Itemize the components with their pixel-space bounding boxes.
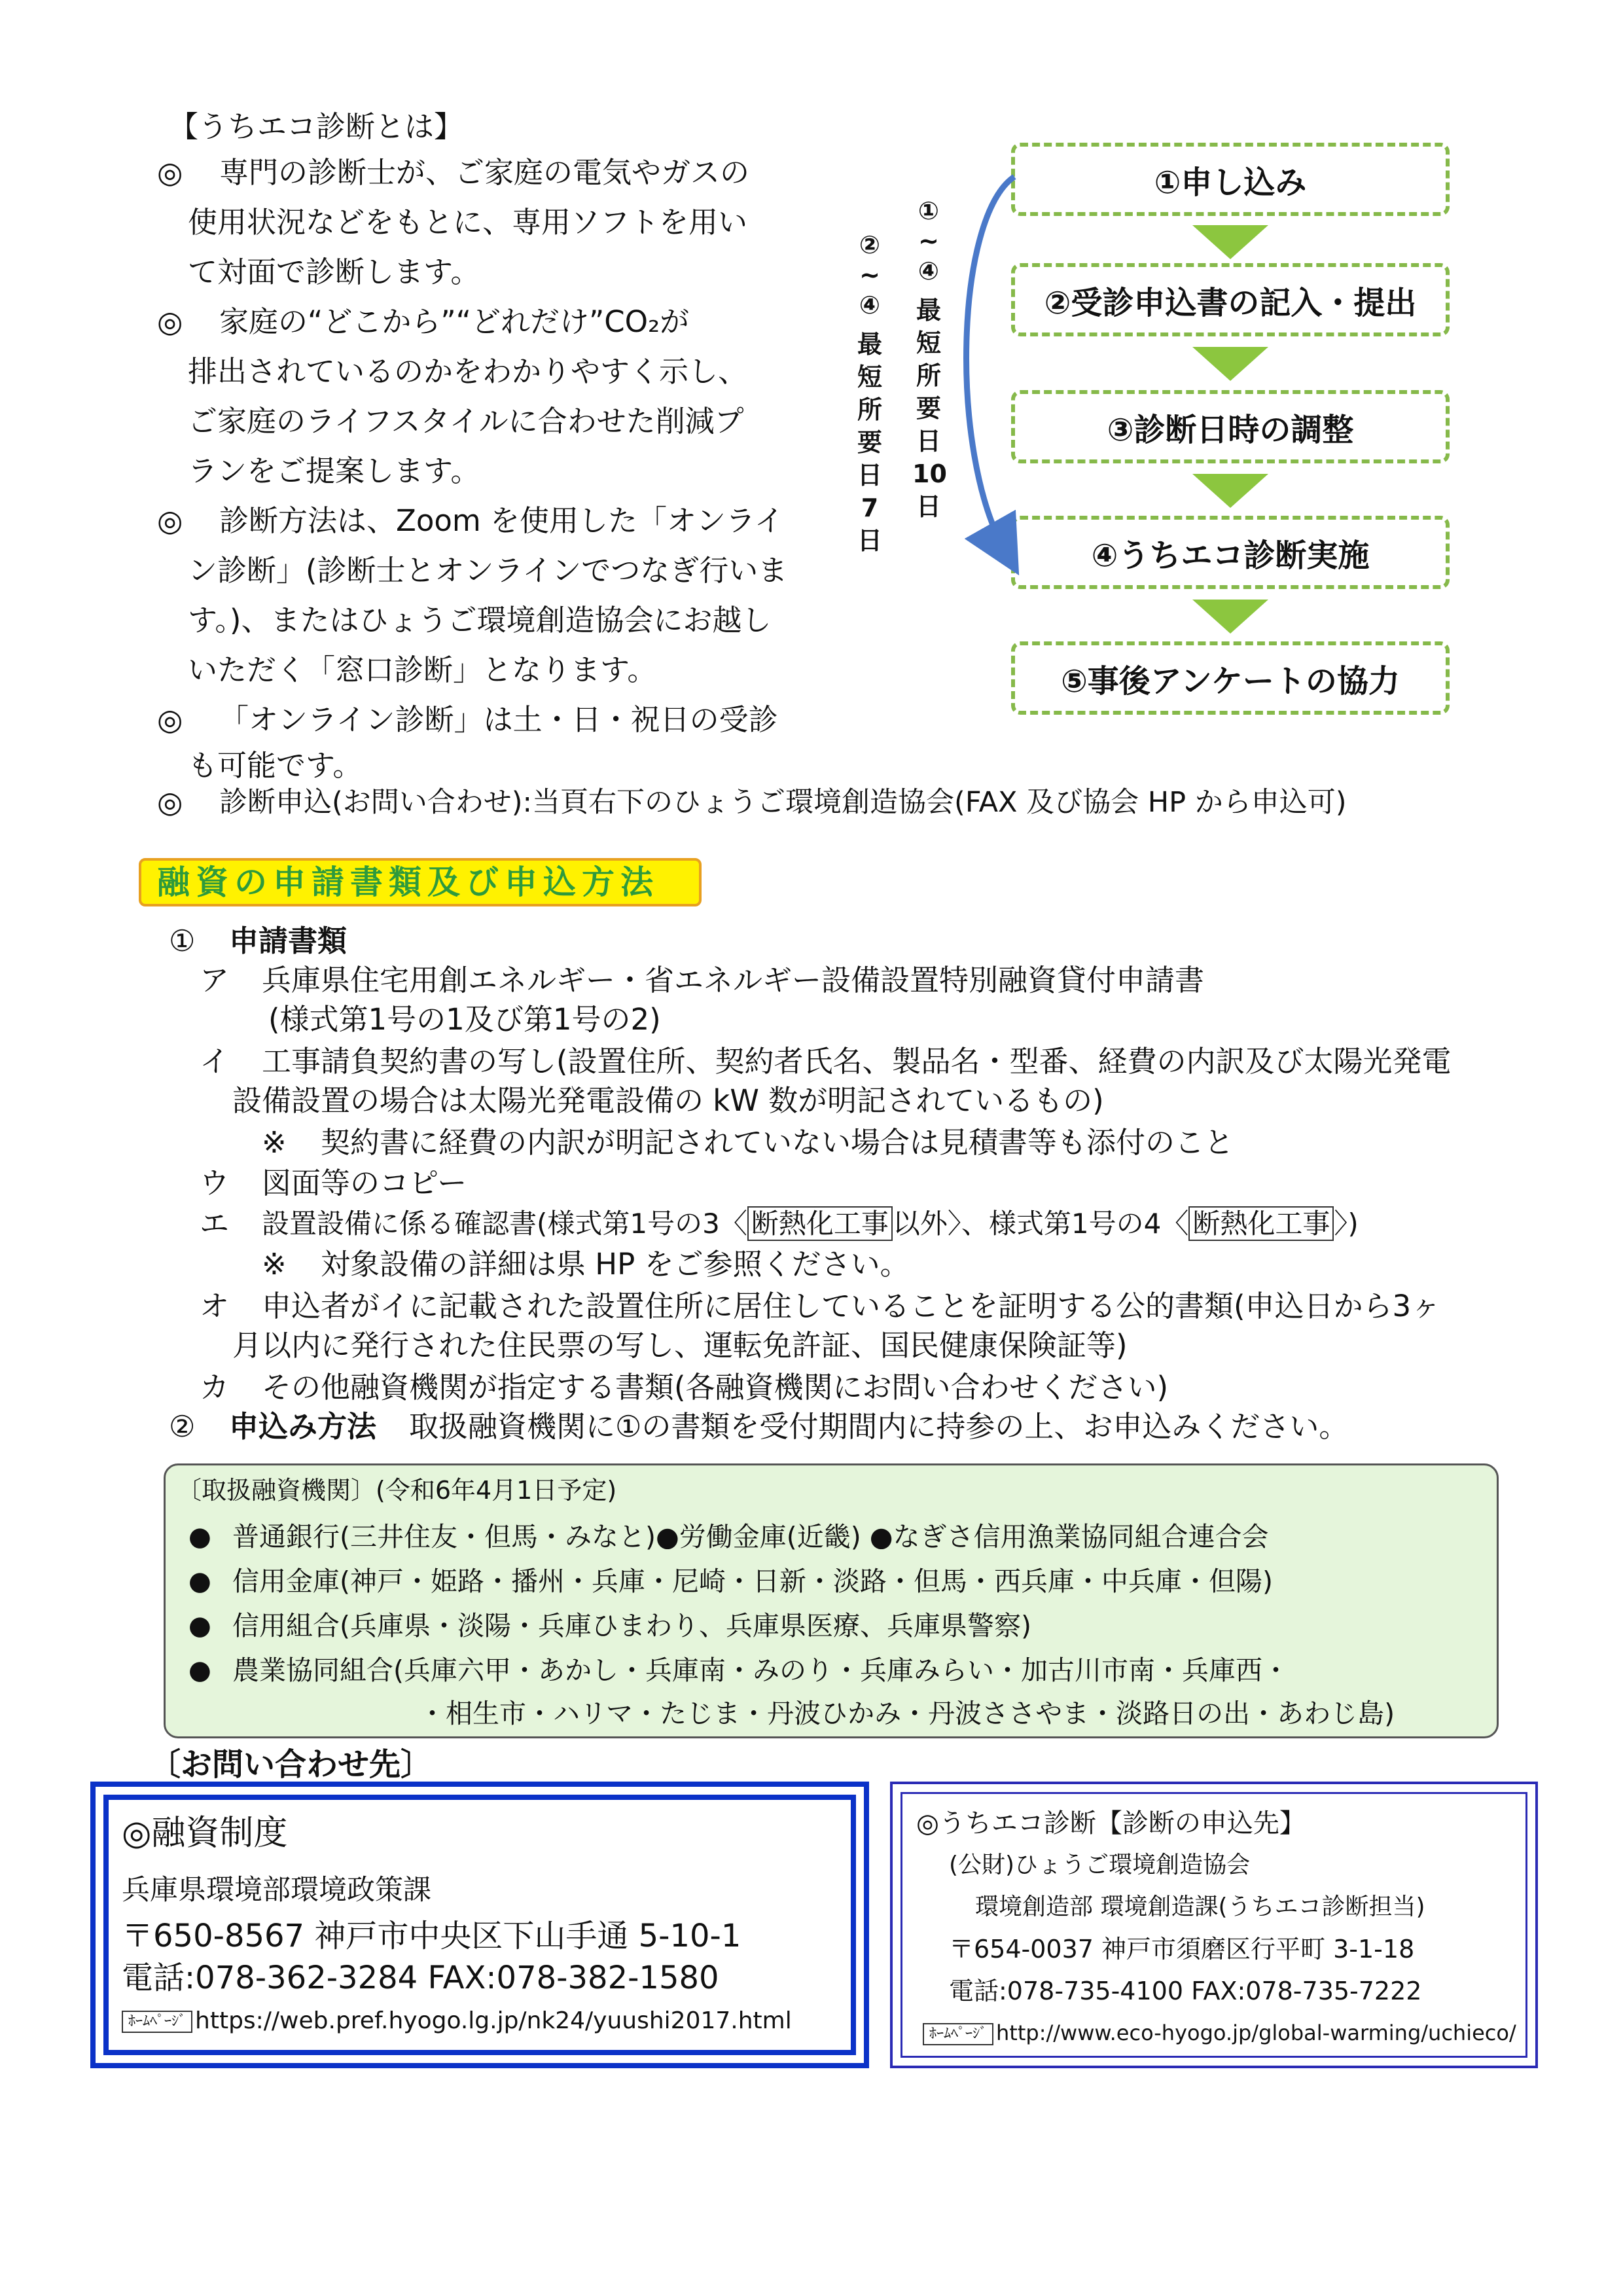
- doc-line: [262, 1204, 1359, 1244]
- intro-line: 「オンライン診断」は土・日・祝日の受診: [219, 702, 778, 737]
- doc-mark: オ: [200, 1289, 230, 1323]
- lender-row: 信用金庫(神戸・姫路・播州・兵庫・尼崎・日新・淡路・但馬・西兵庫・中兵庫・但陽): [232, 1566, 1273, 1597]
- flow-down-arrow: [1192, 600, 1268, 634]
- intro-line: いただく「窓口診断」となります。: [188, 653, 657, 687]
- doc-line: 設備設置の場合は太陽光発電設備の kW 数が明記されているもの): [232, 1083, 1104, 1118]
- doc-mark: ※: [262, 1125, 287, 1160]
- flow-down-arrow: [1192, 347, 1268, 381]
- doc-line: (様式第1号の1及び第1号の2): [268, 1002, 661, 1037]
- note-char: 日: [916, 492, 941, 521]
- uchieco-contact-url[interactable]: http://www.eco-hyogo.jp/global-warming/uchieco/: [996, 2020, 1516, 2045]
- note-char: ④: [918, 257, 940, 285]
- loan-contact-url[interactable]: https://web.pref.hyogo.lg.jp/nk24/yuushi2017.html: [195, 2007, 792, 2034]
- loan-contact-address: 〒650-8567 神戸市中央区下山手通 5-10-1: [122, 1918, 741, 1954]
- intro-mark: ◎: [157, 702, 183, 737]
- intro-line: 使用状況などをもとに、専用ソフトを用い: [188, 205, 748, 240]
- bullet-icon: ●: [188, 1566, 211, 1596]
- boxed-label: 断熱化工事: [747, 1206, 893, 1241]
- doc-mark: カ: [200, 1370, 230, 1405]
- item2-label: ②: [169, 1409, 196, 1444]
- doc-text: 以外〉、様式第1号の4〈: [892, 1208, 1189, 1240]
- doc-line: 月以内に発行された住民票の写し、運転免許証、国民健康保険証等): [232, 1328, 1128, 1363]
- intro-mark: ◎: [157, 785, 183, 819]
- intro-line: 家庭の“どこから”“どれだけ”CO₂が: [219, 304, 690, 339]
- note-char: 短: [916, 329, 941, 357]
- doc-line: 兵庫県住宅用創エネルギー・省エネルギー設備設置特別融資貸付申請書: [262, 963, 1205, 997]
- uchieco-contact-org: (公財)ひょうご環境創造協会: [949, 1852, 1251, 1878]
- item1-title: 申請書類: [229, 924, 348, 958]
- note-char: 最: [916, 296, 941, 325]
- doc-mark: エ: [200, 1206, 230, 1241]
- contact-heading: 〔お問い合わせ先〕: [149, 1746, 433, 1783]
- lender-row: 普通銀行(三井住友・但馬・みなと)●労働金庫(近畿) ●なぎさ信用漁業協同組合連合会: [232, 1521, 1269, 1552]
- intro-line: ン診断」(診断士とオンラインでつなぎ行いま: [188, 553, 788, 588]
- intro-mark: ◎: [157, 155, 183, 190]
- bullet-icon: ●: [188, 1611, 211, 1641]
- flow-down-arrow: [1192, 225, 1268, 259]
- doc-line: 対象設備の詳細は県 HP をご参照ください。: [321, 1247, 910, 1282]
- doc-mark: ※: [262, 1247, 287, 1282]
- note-char: 日: [857, 461, 882, 490]
- note-char: ~: [859, 260, 880, 289]
- doc-mark: イ: [200, 1044, 230, 1079]
- loan-contact-website[interactable]: [122, 2001, 792, 2041]
- note-char: 最: [857, 330, 882, 359]
- lender-row: 農業協同組合(兵庫六甲・あかし・兵庫南・みのり・兵庫みらい・加古川市南・兵庫西・: [232, 1655, 1289, 1686]
- flow-step-1: ①申し込み: [1011, 143, 1450, 216]
- note-char: 所: [857, 395, 882, 424]
- doc-mark: ア: [200, 963, 230, 997]
- doc-line: 申込者がイに記載された設置住所に居住していることを証明する公的書類(申込日から3ヶ: [262, 1289, 1441, 1323]
- note-char: ④: [859, 291, 881, 319]
- item1-label: ①: [169, 924, 196, 958]
- doc-line: その他融資機関が指定する書類(各融資機関にお問い合わせください): [262, 1370, 1169, 1405]
- bullet-icon: ●: [188, 1655, 211, 1685]
- note-char: 要: [857, 428, 882, 457]
- intro-line: 専門の診断士が、ご家庭の電気やガスの: [219, 155, 750, 190]
- homepage-icon: ﾎｰﾑﾍﾟｰｼﾞ: [122, 2011, 192, 2033]
- flow-step-2: ②受診申込書の記入・提出: [1011, 263, 1450, 336]
- uchieco-contact-title: ◎うちエコ診断【診断の申込先】: [916, 1808, 1306, 1839]
- intro-line: 診断申込(お問い合わせ):当頁右下のひょうご環境創造協会(FAX 及び協会 HP から申込可): [219, 786, 1347, 819]
- uchieco-contact-phone: 電話:078-735-4100 FAX:078-735-7222: [949, 1977, 1422, 2005]
- uchieco-contact-address: 〒654-0037 神戸市須磨区行平町 3-1-18: [949, 1935, 1415, 1964]
- note-char: ①: [918, 196, 940, 225]
- curved-arrow-icon: [942, 157, 1027, 576]
- doc-text: 設置設備に係る確認書(様式第1号の3〈: [262, 1208, 747, 1240]
- uchieco-contact-website[interactable]: [923, 2013, 1516, 2053]
- note-char: 日: [916, 427, 941, 456]
- doc-text: 〉): [1334, 1208, 1359, 1240]
- item2-text: 取扱融資機関に①の書類を受付期間内に持参の上、お申込みください。: [409, 1409, 1349, 1444]
- uchieco-contact-dept: 環境創造部 環境創造課(うちエコ診断担当): [975, 1893, 1425, 1920]
- bullet-icon: ●: [188, 1522, 211, 1552]
- note-char: 要: [916, 394, 941, 423]
- lenders-title: 〔取扱融資機関〕(令和6年4月1日予定): [177, 1476, 617, 1505]
- intro-title: 【うちエコ診断とは】: [169, 109, 464, 144]
- note-char: 7: [861, 493, 879, 522]
- section-heading: 融資の申請書類及び申込方法: [157, 863, 659, 901]
- lender-row: 信用組合(兵庫県・淡陽・兵庫ひまわり、兵庫県医療、兵庫県警察): [232, 1610, 1031, 1641]
- note-char: 所: [916, 361, 941, 390]
- flow-step-3: ③診断日時の調整: [1011, 390, 1450, 463]
- loan-contact-title: ◎融資制度: [122, 1814, 288, 1853]
- intro-line: す。)、またはひょうご環境創造協会にお越し: [188, 603, 772, 637]
- note-char: 日: [857, 526, 882, 555]
- homepage-icon: ﾎｰﾑﾍﾟｰｼﾞ: [923, 2023, 993, 2045]
- flow-step-5: ⑤事後アンケートの協力: [1011, 641, 1450, 715]
- intro-line: も可能です。: [188, 748, 363, 783]
- intro-line: ご家庭のライフスタイルに合わせた削減プ: [188, 404, 744, 439]
- doc-line: 契約書に経費の内訳が明記されていない場合は見積書等も添付のこと: [321, 1125, 1234, 1160]
- loan-contact-phone: 電話:078-362-3284 FAX:078-382-1580: [122, 1960, 719, 1996]
- intro-mark: ◎: [157, 304, 183, 339]
- flow-down-arrow: [1192, 474, 1268, 508]
- doc-line: 工事請負契約書の写し(設置住所、契約者氏名、製品名・型番、経費の内訳及び太陽光発電: [262, 1044, 1452, 1079]
- note-char: 短: [857, 363, 882, 391]
- intro-line: 診断方法は、Zoom を使用した「オンライ: [219, 503, 784, 538]
- intro-line: て対面で診断します。: [188, 255, 480, 289]
- note-char: 10: [912, 459, 947, 488]
- note-char: ~: [918, 226, 939, 255]
- intro-mark: ◎: [157, 503, 183, 538]
- doc-line: 図面等のコピー: [262, 1166, 467, 1200]
- boxed-label: 断熱化工事: [1188, 1206, 1334, 1241]
- doc-mark: ウ: [200, 1166, 230, 1200]
- note-char: ②: [859, 230, 881, 259]
- lender-row: ・相生市・ハリマ・たじま・丹波ひかみ・丹波ささやま・淡路日の出・あわじ島): [419, 1698, 1395, 1729]
- item2-title: 申込み方法: [229, 1409, 377, 1444]
- intro-line: 排出されているのかをわかりやすく示し、: [188, 354, 748, 389]
- flow-step-4: ④うちエコ診断実施: [1011, 516, 1450, 589]
- loan-contact-org: 兵庫県環境部環境政策課: [122, 1874, 431, 1907]
- intro-line: ランをご提案します。: [188, 454, 480, 488]
